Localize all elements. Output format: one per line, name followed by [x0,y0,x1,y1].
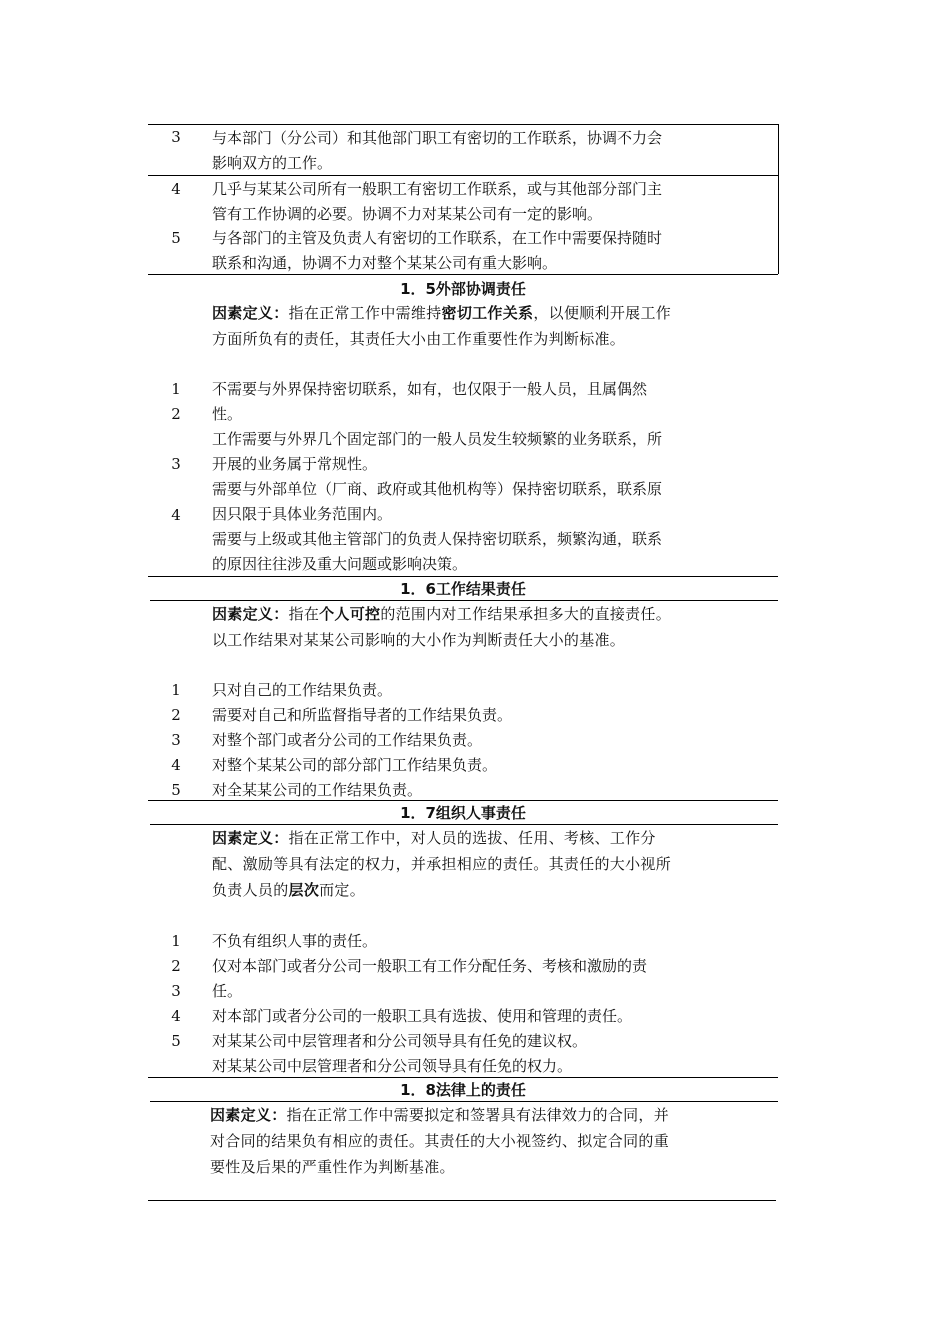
level-text: 对全某某公司的工作结果负责。 [212,781,423,799]
level-text-line: 仅对本部门或者分公司一般职工有工作分配任务、考核和激励的责 [212,957,648,975]
definition-text: 要性及后果的严重性作为判断基准。 [210,1158,455,1176]
level-number: 4 [171,1007,181,1025]
level-number: 2 [171,405,181,423]
definition-emphasis: 层次 [288,881,320,899]
level-number: 1 [171,380,181,398]
table-right-border [778,124,779,274]
section-divider [148,800,778,801]
level-text: 需要对自己和所监督指导者的工作结果负责。 [212,706,513,724]
factor-definition [212,825,717,903]
factor-definition [212,300,717,352]
level-text-line: 需要与外部单位（厂商、政府或其他机构等）保持密切联系，联系原 [212,480,663,498]
definition-label: 因素定义： [212,829,289,847]
level-text-line: 对某某公司中层管理者和分公司领导具有任免的建议权。 [212,1032,588,1050]
level-text-line: 的原因往往涉及重大问题或影响决策。 [212,555,468,573]
level-number: 5 [171,1032,181,1050]
definition-text: 而定。 [319,881,366,899]
definition-text: 方面所负有的责任，其责任大小由工作重要性作为判断标准。 [212,330,626,348]
row-text-line: 与各部门的主管及负责人有密切的工作联系，在工作中需要保持随时 [212,229,663,247]
level-number: 1 [171,932,181,950]
definition-text: 以工作结果对某某公司影响的大小作为判断责任大小的基准。 [212,631,626,649]
level-number: 4 [171,506,181,524]
row-number: 3 [171,128,181,146]
level-text: 对整个部门或者分公司的工作结果负责。 [212,731,483,749]
row-text-line: 与本部门（分公司）和其他部门职工有密切的工作联系，协调不力会 [212,129,663,147]
section-divider [148,1200,776,1201]
row-text-line: 联系和沟通，协调不力对整个某某公司有重大影响。 [212,254,558,272]
factor-definition [212,601,717,653]
level-number: 3 [171,731,181,749]
level-text-line: 因只限于具体业务范围内。 [212,505,393,523]
definition-text: 指在正常工作中需维持 [288,304,442,322]
level-text-line: 对某某公司中层管理者和分公司领导具有任免的权力。 [212,1057,573,1075]
factor-definition [210,1102,715,1180]
level-text-line: 不负有组织人事的责任。 [212,932,378,950]
row-number: 4 [171,180,181,198]
definition-text: 指在正常工作中需要拟定和签署具有法律效力的合同，并 [286,1106,670,1124]
definition-text: 对合同的结果负有相应的责任。其责任的大小视签约、拟定合同的重 [210,1132,670,1150]
level-number: 2 [171,957,181,975]
level-text-line: 需要与上级或其他主管部门的负责人保持密切联系，频繁沟通，联系 [212,530,663,548]
level-text: 只对自己的工作结果负责。 [212,681,393,699]
table-top-border [148,124,778,125]
definition-text: 配、激励等具有法定的权力，并承担相应的责任。其责任的大小视所 [212,855,672,873]
level-text-line: 对本部门或者分公司的一般职工具有选拔、使用和管理的责任。 [212,1007,633,1025]
definition-text: 指在 [288,605,320,623]
definition-label: 因素定义： [212,304,289,322]
section-heading: 1．7组织人事责任 [400,804,526,822]
definition-text: 的范围内对工作结果承担多大的直接责任。 [380,605,672,623]
level-text-line: 开展的业务属于常规性。 [212,455,378,473]
row-text-line: 影响双方的工作。 [212,154,333,172]
definition-label: 因素定义： [210,1106,287,1124]
level-text-line: 性。 [212,405,243,423]
level-number: 1 [171,681,181,699]
definition-emphasis: 个人可控 [319,605,381,623]
definition-text: ，以便顺利开展工作 [533,304,672,322]
section-heading: 1．8法律上的责任 [400,1081,526,1099]
level-number: 2 [171,706,181,724]
row-text-line: 管有工作协调的必要。协调不力对某某公司有一定的影响。 [212,205,603,223]
level-text: 对整个某某公司的部分部门工作结果负责。 [212,756,498,774]
section-divider [148,1077,778,1078]
level-number: 3 [171,982,181,1000]
section-divider [148,576,778,577]
level-text-line: 任。 [212,982,243,1000]
level-number: 3 [171,455,181,473]
row-number: 5 [171,229,181,247]
level-number: 5 [171,781,181,799]
definition-emphasis: 密切工作关系 [441,304,534,322]
definition-label: 因素定义： [212,605,289,623]
level-text-line: 工作需要与外界几个固定部门的一般人员发生较频繁的业务联系，所 [212,430,663,448]
level-number: 4 [171,756,181,774]
level-text-line: 不需要与外界保持密切联系，如有，也仅限于一般人员，且属偶然 [212,380,648,398]
definition-text: 负责人员的 [212,881,289,899]
definition-text: 指在正常工作中，对人员的选拔、任用、考核、工作分 [288,829,656,847]
section-heading: 1．6工作结果责任 [400,580,526,598]
row-text-line: 几乎与某某公司所有一般职工有密切工作联系，或与其他部分部门主 [212,180,663,198]
section-heading: 1．5外部协调责任 [400,280,526,298]
